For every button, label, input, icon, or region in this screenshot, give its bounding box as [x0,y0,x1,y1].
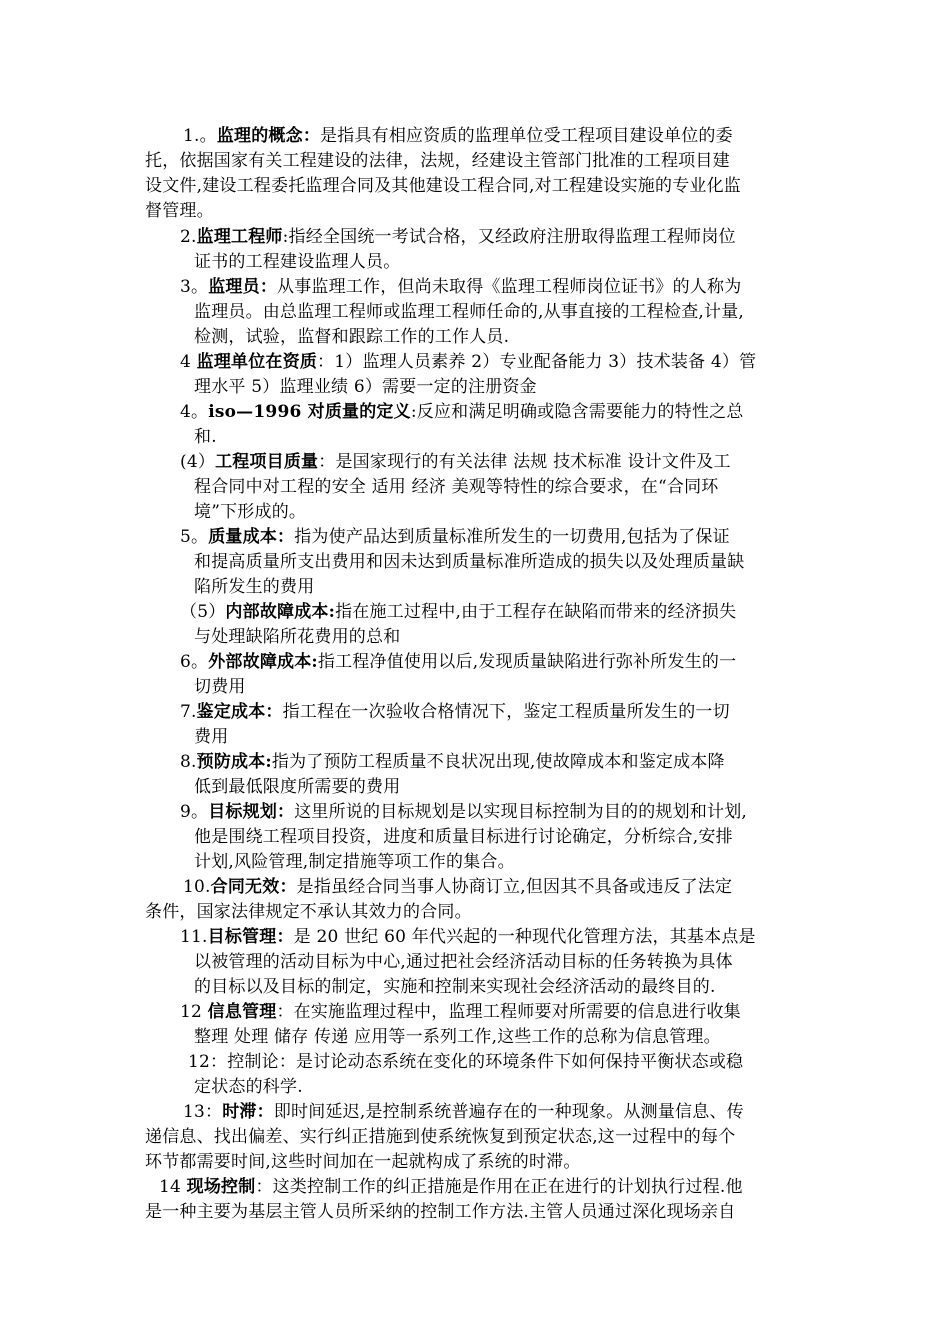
paragraph-supervision-engineer [180,225,736,275]
paragraph-line: 托，依据国家有关工程建设的法律，法规，经建设主管部门批准的工程项目建 [145,151,730,171]
paragraph-line: 11.目标管理：是 20 世纪 60 年代兴起的一种现代化管理方法，其基本点是 [180,927,756,947]
paragraph-management-by-objectives [180,925,756,1000]
paragraph-line: 10.合同无效：是指虽经合同当事人协商订立,但因其不具备或违反了法定 [183,877,733,897]
paragraph-line: 3。监理员：从事监理工作，但尚未取得《监理工程师岗位证书》的人称为 [180,277,742,297]
paragraph-invalid-contract [145,875,732,925]
paragraph-line: 9。目标规划：这里所说的目标规划是以实现目标控制为目的的规划和计划, [180,802,748,822]
paragraph-line: 低到最低限度所需要的费用 [194,777,401,797]
paragraph-line: 定状态的科学. [194,1077,303,1097]
paragraph-line: 13：时滞：即时间延迟,是控制系统普遍存在的一种现象。从测量信息、传 [183,1102,744,1122]
paragraph-quality-cost [180,525,744,600]
paragraph-prevention-cost [180,750,725,800]
paragraph-line: 切费用 [194,677,246,697]
paragraph-line: 是一种主要为基层主管人员所采纳的控制工作方法.主管人员通过深化现场亲自 [145,1202,736,1222]
paragraph-line: （5）内部故障成本:指在施工过程中,由于工程存在缺陷而带来的经济损失 [180,602,737,622]
paragraph-line: 的目标以及目标的制定，实施和控制来实现社会经济活动的最终目的. [194,977,716,997]
paragraph-goal-planning [180,800,747,875]
paragraph-iso-quality [180,400,744,450]
paragraph-line: 2.监理工程师:指经全国统一考试合格，又经政府注册取得监理工程师岗位 [180,227,736,247]
paragraph-information-management [180,1000,741,1050]
paragraph-field-control [145,1175,743,1225]
paragraph-line: 14 现场控制：这类控制工作的纠正措施是作用在正在进行的计划执行过程.他 [159,1177,743,1197]
paragraph-line: 12：控制论：是讨论动态系统在变化的环境条件下如何保持平衡状态或稳 [188,1052,744,1072]
paragraph-line: 监理员。由总监理工程师或监理工程师任命的,从事直接的工程检查,计量, [194,302,745,322]
paragraph-time-lag [145,1100,744,1175]
paragraph-line: 条件，国家法律规定不承认其效力的合同。 [145,902,472,922]
paragraph-cybernetics [188,1050,743,1100]
paragraph-external-failure-cost [180,650,736,700]
paragraph-supervision-concept [145,124,741,224]
paragraph-line: 督管理。 [145,201,214,221]
paragraph-line: 理水平 5）监理业绩 6）需要一定的注册资金 [194,377,537,397]
paragraph-unit-qualification [180,350,756,400]
paragraph-line: (4）工程项目质量：是国家现行的有关法律 法规 技术标准 设计文件及工 [180,452,731,472]
paragraph-line: 环节都需要时间,这些时间加在一起就构成了系统的时滞。 [145,1152,581,1172]
paragraph-project-quality [180,450,731,525]
paragraph-line: 与处理缺陷所花费用的总和 [194,627,401,647]
paragraph-line: 8.预防成本:指为了预防工程质量不良状况出现,使故障成本和鉴定成本降 [180,752,725,772]
paragraph-line: 检测，试验，监督和跟踪工作的工作人员. [194,327,510,347]
paragraph-line: 境”下形成的。 [194,502,307,522]
paragraph-line: 递信息、找出偏差、实行纠正措施到使系统恢复到预定状态,这一过程中的每个 [145,1127,736,1147]
paragraph-line: 整理 处理 储存 传递 应用等一系列工作,这些工作的总称为信息管理。 [194,1027,721,1047]
paragraph-line: 7.鉴定成本：指工程在一次验收合格情况下，鉴定工程质量所发生的一切 [180,702,730,722]
paragraph-line: 他是围绕工程项目投资，进度和质量目标进行讨论确定，分析综合,安排 [194,827,733,847]
paragraph-line: 6。外部故障成本:指工程净值使用以后,发现质量缺陷进行弥补所发生的一 [180,652,737,672]
paragraph-line: 和. [194,427,217,447]
paragraph-line: 以被管理的活动目标为中心,通过把社会经济活动目标的任务转换为具体 [194,952,733,972]
paragraph-appraisal-cost [180,700,730,750]
paragraph-internal-failure-cost [180,600,736,650]
paragraph-line: 证书的工程建设监理人员。 [194,252,401,272]
paragraph-line: 设文件,建设工程委托监理合同及其他建设工程合同,对工程建设实施的专业化监 [145,176,742,196]
paragraph-line: 12 信息管理：在实施监理过程中，监理工程师要对所需要的信息进行收集 [180,1002,741,1022]
paragraph-line: 1.。监理的概念：是指具有相应资质的监理单位受工程项目建设单位的委 [183,126,733,146]
paragraph-line: 4。iso—1996 对质量的定义:反应和满足明确或隐含需要能力的特性之总 [180,402,744,422]
paragraph-line: 和提高质量所支出费用和因未达到质量标准所造成的损失以及处理质量缺 [194,552,745,572]
paragraph-line: 程合同中对工程的安全 适用 经济 美观等特性的综合要求，在“合同环 [194,477,719,497]
paragraph-supervisor [180,275,744,350]
paragraph-line: 陷所发生的费用 [194,577,315,597]
paragraph-line: 费用 [194,727,229,747]
paragraph-line: 4 监理单位在资质：1）监理人员素养 2）专业配备能力 3）技术装备 4）管 [180,352,757,372]
paragraph-line: 计划,风险管理,制定措施等项工作的集合。 [194,852,515,872]
paragraph-line: 5。质量成本：指为使产品达到质量标准所发生的一切费用,包括为了保证 [180,527,730,547]
